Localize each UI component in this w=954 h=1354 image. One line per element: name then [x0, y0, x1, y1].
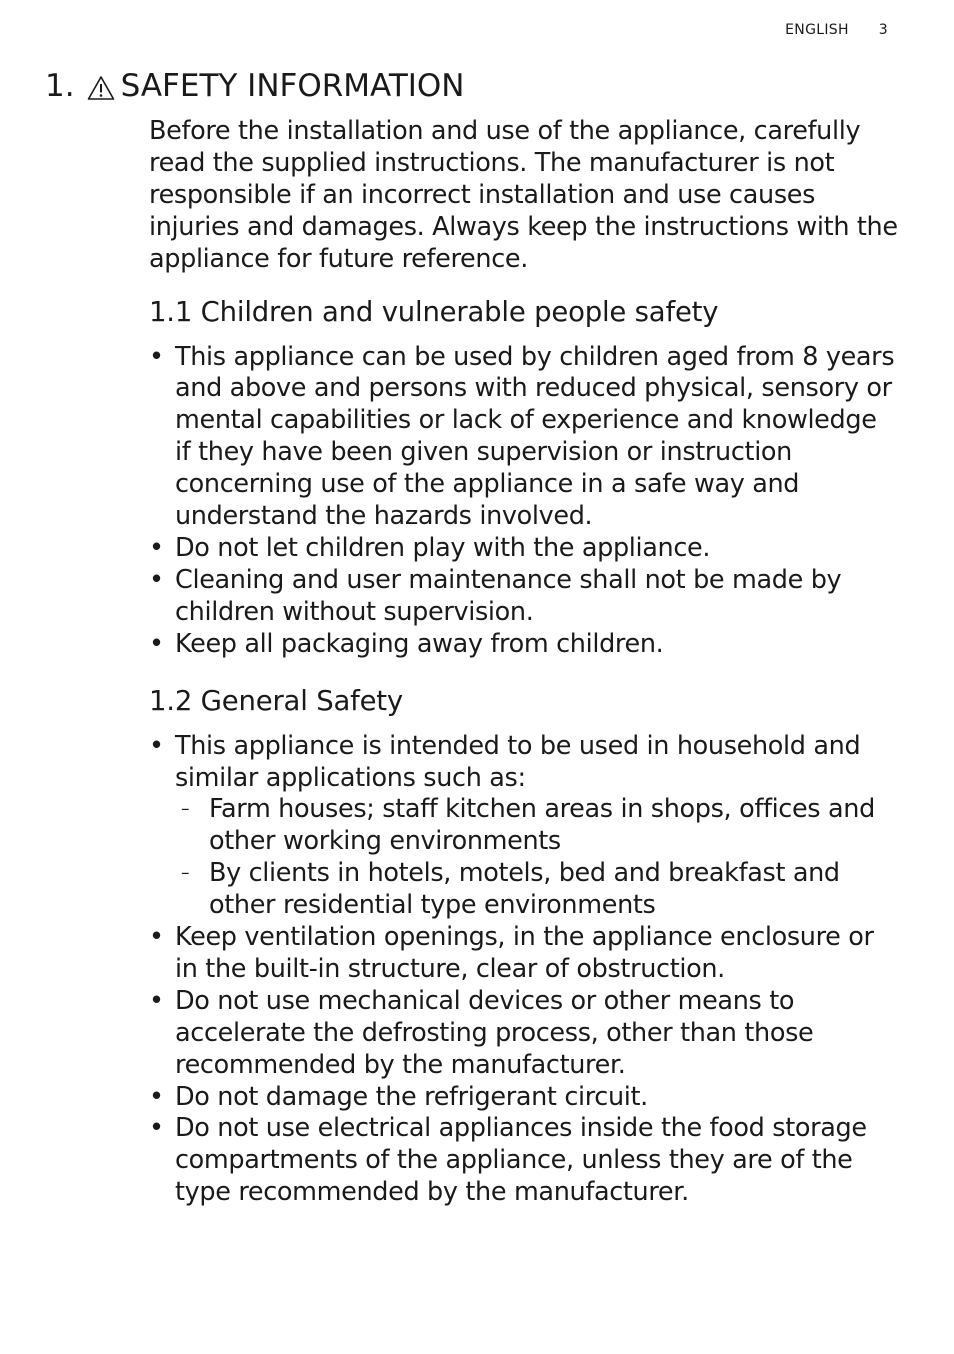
- sub-list-item-text: Farm houses; staff kitchen areas in shops, offices and other working environments: [209, 794, 875, 857]
- list-item-text: Do not damage the refrigerant circuit.: [175, 1081, 648, 1112]
- sub-list-item: [175, 858, 899, 922]
- sub-list-item: [175, 794, 899, 858]
- list-item: [149, 565, 899, 629]
- list-item-text: Do not use mechanical devices or other means to accelerate the defrosting process, other than those recommended by the manufacturer.: [175, 985, 814, 1080]
- page-number: 3: [878, 22, 888, 38]
- bullet-icon: •: [149, 1081, 164, 1112]
- section-title: [45, 66, 465, 106]
- children-safety-list: [149, 342, 899, 661]
- general-safety-list: [149, 731, 899, 1210]
- warning-triangle-icon: [87, 71, 115, 97]
- list-item: [149, 1082, 899, 1114]
- section-title-text: SAFETY INFORMATION: [120, 68, 465, 104]
- list-item-text: Do not use electrical appliances inside the food storage compartments of the appliance, unless they are of the type recommended by the manufacturer.: [175, 1113, 867, 1208]
- list-item-text: Keep ventilation openings, in the appliance enclosure or in the built-in structure, clear of obstruction.: [175, 922, 874, 984]
- bullet-icon: •: [149, 532, 164, 563]
- heading-children-safety: 1.1 Children and vulnerable people safety: [149, 295, 719, 328]
- list-item: [149, 629, 899, 661]
- list-item: [149, 922, 899, 986]
- language-label: ENGLISH: [785, 22, 849, 38]
- intro-paragraph: Before the installation and use of the appliance, carefully read the supplied instructions. The manufacturer is not responsible if an incorrect installation and use causes injuries and damages. Always keep the instructions with the appliance for future reference.: [149, 116, 898, 274]
- bullet-icon: •: [149, 1113, 164, 1144]
- bullet-icon: •: [149, 985, 164, 1016]
- list-item: [149, 1113, 899, 1209]
- bullet-icon: •: [149, 341, 164, 372]
- page-header: [785, 22, 888, 38]
- list-item-text: This appliance can be used by children aged from 8 years and above and persons with reduced physical, sensory or mental capabilities or lack of experience and knowledge if they have been given supervision or instruction concerning use of the appliance in a safe way and understand the hazards involved.: [175, 341, 895, 532]
- list-item-text: Keep all packaging away from children.: [175, 628, 664, 659]
- dash-icon: –: [181, 799, 190, 820]
- list-item: [149, 986, 899, 1082]
- content-column: [149, 116, 899, 1209]
- bullet-icon: •: [149, 564, 164, 595]
- bullet-icon: •: [149, 922, 164, 953]
- list-item: [149, 731, 899, 922]
- bullet-icon: •: [149, 730, 164, 761]
- list-item-text: This appliance is intended to be used in household and similar applications such as:: [175, 730, 861, 793]
- list-item-text: Cleaning and user maintenance shall not be made by children without supervision.: [175, 564, 842, 627]
- list-item-text: Do not let children play with the appliance.: [175, 532, 711, 563]
- list-item: [149, 533, 899, 565]
- list-item: [149, 342, 899, 533]
- heading-general-safety: 1.2 General Safety: [149, 684, 403, 717]
- dash-icon: –: [181, 863, 190, 884]
- bullet-icon: •: [149, 628, 164, 659]
- sub-list: [175, 794, 899, 922]
- section-number: 1.: [45, 68, 75, 104]
- sub-list-item-text: By clients in hotels, motels, bed and breakfast and other residential type environments: [209, 858, 840, 921]
